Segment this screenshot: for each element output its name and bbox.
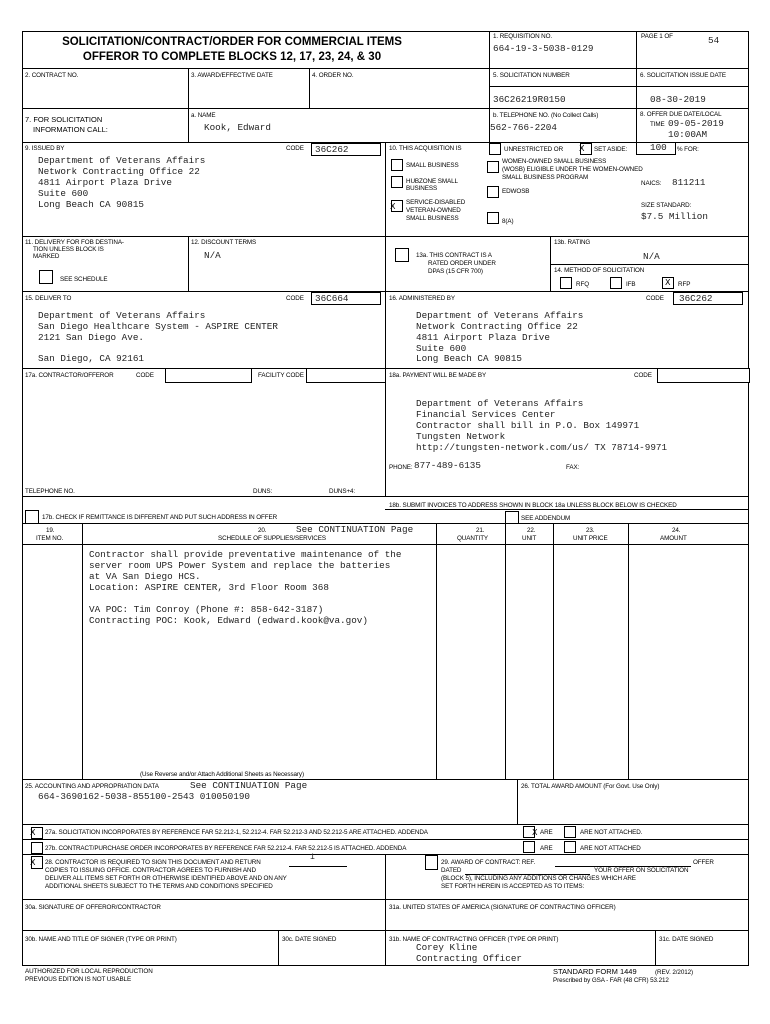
naics-value: 811211 [672, 177, 706, 188]
accounting-label: 25. ACCOUNTING AND APPROPRIATION DATA [25, 783, 159, 790]
fob-label1: 11. DELIVERY FOR FOB DESTINA- [25, 239, 124, 246]
schedule-line3: at VA San Diego HCS. [89, 571, 201, 582]
29-line2: DATED [441, 867, 462, 874]
fob-label3: MARKED [33, 253, 60, 260]
signature-co-label: 31a. UNITED STATES OF AMERICA (SIGNATURE OF CONTRACTING OFFICER) [389, 904, 616, 911]
sdvosb-mark: X [390, 202, 396, 211]
duns-label: DUNS: [253, 488, 273, 495]
page-total: 54 [708, 35, 720, 46]
28-line2: COPIES TO ISSUING OFFICE. CONTRACTOR AGREES TO FURNISH AND [45, 867, 256, 874]
27b-are-label: ARE [540, 845, 553, 852]
deliver-to-line2: San Diego Healthcare System - ASPIRE CENTER [38, 321, 278, 332]
wosb-label3: SMALL BUSINESS PROGRAM [502, 174, 589, 181]
administered-by-label: 16. ADMINISTERED BY [389, 295, 455, 302]
payment-line3: Contractor shall bill in P.O. Box 149971 [416, 420, 640, 431]
footer-revision: (REV. 2/2012) [655, 969, 694, 976]
payment-line4: Tungsten Network [416, 431, 506, 442]
solicitation-number: 36C26219R0150 [493, 94, 566, 105]
facility-code-label: FACILITY CODE [258, 372, 304, 379]
telephone-label: b. TELEPHONE NO. (No Collect Calls) [493, 112, 599, 119]
schedule-line7: Contracting POC: Kook, Edward (edward.kook@va.gov) [89, 615, 368, 626]
method-label: 14. METHOD OF SOLICITATION [554, 267, 645, 274]
naics-label: NAICS: [641, 180, 662, 187]
discount-terms-label: 12. DISCOUNT TERMS [191, 239, 257, 246]
27a-are-label: ARE [540, 829, 553, 836]
size-standard-label: SIZE STANDARD: [641, 202, 692, 209]
requisition-value: 664-19-3-5038-0129 [493, 43, 594, 54]
27a-label: 27a. SOLICITATION INCORPORATES BY REFERENCE FAR 52.212-1, 52.212-4. FAR 52.212-3 AND 52.212-5 ARE ATTACHED. ADDENDA [45, 829, 428, 836]
col21-header: QUANTITY [457, 535, 489, 542]
contractor-code-field[interactable] [165, 368, 252, 383]
edwosb-label: EDWOSB [502, 188, 530, 195]
offeror-date-signed-label: 30c. DATE SIGNED [282, 936, 337, 943]
see-addendum-checkbox[interactable] [505, 511, 519, 524]
contact-name: Kook, Edward [204, 122, 271, 133]
27b-are-not-label: ARE NOT ATTACHED [580, 845, 641, 852]
27a-mark: X [30, 828, 36, 837]
administered-by-line1: Department of Veterans Affairs [416, 310, 584, 321]
issue-date-label: 6. SOLICITATION ISSUE DATE [640, 72, 726, 79]
offer-due-time: 10:00AM [668, 129, 708, 140]
edwosb-checkbox[interactable] [487, 186, 499, 198]
wosb-checkbox[interactable] [487, 161, 499, 173]
telephone-value: 562-766-2204 [490, 122, 557, 133]
sdvosb-label1: SERVICE-DISABLED [406, 199, 466, 206]
col23-num: 23. [586, 527, 595, 534]
footer-previous: PREVIOUS EDITION IS NOT USABLE [25, 976, 132, 983]
29-line1: 29. AWARD OF CONTRACT: REF. [441, 859, 536, 866]
issued-by-line5: Long Beach CA 90815 [38, 199, 145, 210]
payment-code-label: CODE [634, 372, 652, 379]
deliver-to-line5: San Diego, CA 92161 [38, 353, 145, 364]
28-mark: X [30, 858, 36, 867]
schedule-line2: server room UPS Power System and replace the batteries [89, 560, 391, 571]
small-business-label: SMALL BUSINESS [406, 162, 459, 169]
total-award-label: 26. TOTAL AWARD AMOUNT (For Govt. Use Only) [521, 783, 660, 790]
rated-order-label2: RATED ORDER UNDER [428, 260, 496, 267]
form-title-line1: SOLICITATION/CONTRACT/ORDER FOR COMMERCIAL ITEMS [62, 36, 402, 48]
eight-a-checkbox[interactable] [487, 212, 499, 224]
29-line1b: OFFER [693, 859, 714, 866]
col24-header: AMOUNT [660, 535, 687, 542]
issue-date: 08-30-2019 [650, 94, 706, 105]
administered-by-line5: Long Beach CA 90815 [416, 353, 523, 364]
28-line1: 28. CONTRACTOR IS REQUIRED TO SIGN THIS DOCUMENT AND RETURN [45, 859, 261, 866]
set-aside-percent: 100 [650, 142, 667, 153]
set-aside-label: SET ASIDE: [594, 146, 628, 153]
schedule-line1: Contractor shall provide preventative maintenance of the [89, 549, 402, 560]
remittance-checkbox[interactable] [25, 510, 39, 524]
29-checkbox[interactable] [425, 855, 438, 870]
duns4-label: DUNS+4: [329, 488, 356, 495]
issued-by-line4: Suite 600 [38, 188, 89, 199]
offer-due-date: 09-05-2019 [668, 118, 724, 129]
payment-line2: Financial Services Center [416, 409, 556, 420]
schedule-line4: Location: ASPIRE CENTER, 3rd Floor Room 368 [89, 582, 329, 593]
28-line4: ADDITIONAL SHEETS SUBJECT TO THE TERMS AND CONDITIONS SPECIFIED [45, 883, 273, 890]
payment-phone-label: PHONE: [389, 464, 413, 471]
award-date-label: 3. AWARD/EFFECTIVE DATE [191, 72, 273, 79]
schedule-line6: VA POC: Tim Conroy (Phone #: 858-642-3187) [89, 604, 324, 615]
administered-by-code: 36C262 [679, 293, 713, 304]
for-solicitation-label2: INFORMATION CALL: [33, 125, 108, 134]
payment-code-field[interactable] [657, 368, 750, 383]
issued-by-code-label: CODE [286, 145, 304, 152]
signer-name-label: 30b. NAME AND TITLE OF SIGNER (TYPE OR PRINT) [25, 936, 177, 943]
for-solicitation-label1: 7. FOR SOLICITATION [25, 115, 103, 124]
unrestricted-label: UNRESTRICTED OR [504, 146, 564, 153]
wosb-label2: (WOSB) ELIGIBLE UNDER THE WOMEN-OWNED [502, 166, 643, 173]
29-line3: (BLOCK 5), INCLUDING ANY ADDITIONS OR CHANGES WHICH ARE [441, 875, 636, 882]
page-label: PAGE 1 OF [641, 33, 673, 40]
reverse-note: (Use Reverse and/or Attach Additional Sheets as Necessary) [140, 771, 304, 778]
accounting-value: 664-3690162-5038-855100-2543 010050190 [38, 791, 251, 802]
administered-by-line4: Suite 600 [416, 343, 467, 354]
administered-by-code-label: CODE [646, 295, 664, 302]
ifb-checkbox[interactable] [610, 277, 622, 289]
percent-for-label: % FOR: [677, 146, 699, 153]
rated-order-label1: 13a. THIS CONTRACT IS A [416, 252, 492, 259]
issued-by-code: 36C262 [315, 144, 349, 155]
28-line3: DELIVER ALL ITEMS SET FORTH OR OTHERWISE IDENTIFIED ABOVE AND ON ANY [45, 875, 287, 882]
payment-phone: 877-489-6135 [414, 460, 481, 471]
fob-label2: TION UNLESS BLOCK IS [33, 246, 104, 253]
eight-a-label: 8(A) [502, 218, 514, 225]
deliver-to-code: 36C664 [315, 293, 349, 304]
order-no-label: 4. ORDER NO. [312, 72, 354, 79]
co-title: Contracting Officer [416, 953, 523, 964]
deliver-to-label: 15. DELIVER TO [25, 295, 72, 302]
issued-by-line1: Department of Veterans Affairs [38, 155, 206, 166]
co-name-label: 31b. NAME OF CONTRACTING OFFICER (TYPE OR PRINT) [389, 936, 559, 943]
signature-offeror-label: 30a. SIGNATURE OF OFFEROR/CONTRACTOR [25, 904, 161, 911]
set-aside-mark: X [579, 144, 585, 153]
hubzone-checkbox[interactable] [391, 176, 403, 188]
rating-label: 13b. RATING [554, 239, 591, 246]
payment-fax-label: FAX: [566, 464, 580, 471]
acquisition-label: 10. THIS ACQUISITION IS [389, 145, 462, 152]
27b-are-not-checkbox[interactable] [564, 841, 576, 853]
offer-due-label: 8. OFFER DUE DATE/LOCAL [640, 111, 722, 118]
rfp-mark: X [665, 278, 671, 287]
payment-label: 18a. PAYMENT WILL BE MADE BY [389, 372, 487, 379]
form-title-line2: OFFEROR TO COMPLETE BLOCKS 12, 17, 23, 24, & 30 [82, 51, 382, 63]
col21-num: 21. [476, 527, 485, 534]
29-line2b: YOUR OFFER ON SOLICITATION [594, 867, 689, 874]
submit-invoices-label: 18b. SUBMIT INVOICES TO ADDRESS SHOWN IN BLOCK 18a UNLESS BLOCK BELOW IS CHECKED [389, 502, 677, 509]
offer-due-time-label: TIME [650, 121, 665, 128]
rfq-label: RFQ [576, 281, 589, 288]
facility-code-field[interactable] [306, 368, 386, 383]
rfp-label: RFP [678, 281, 691, 288]
29-line4: SET FORTH HEREIN IS ACCEPTED AS TO ITEMS: [441, 883, 585, 890]
name-label: a. NAME [191, 112, 216, 119]
see-addendum-label: SEE ADDENDUM [521, 515, 571, 522]
issued-by-line3: 4811 Airport Plaza Drive [38, 177, 172, 188]
administered-by-line3: 4811 Airport Plaza Drive [416, 332, 550, 343]
27b-are-checkbox[interactable] [523, 841, 535, 853]
sdvosb-label2: VETERAN-OWNED [406, 207, 461, 214]
footer-prescribed: Prescribed by GSA - FAR (48 CFR) 53.212 [553, 977, 669, 984]
footer-form-number: STANDARD FORM 1449 [553, 967, 637, 976]
payment-line1: Department of Veterans Affairs [416, 398, 584, 409]
col24-num: 24. [672, 527, 681, 534]
co-name: Corey Kline [416, 942, 478, 953]
27a-are-mark: X [532, 828, 538, 837]
footer-authorized: AUTHORIZED FOR LOCAL REPRODUCTION [25, 968, 153, 975]
27b-label: 27b. CONTRACT/PURCHASE ORDER INCORPORATES BY REFERENCE FAR 52.212-4. FAR 52.212-5 IS ATTACHED. ADDENDA [45, 845, 407, 852]
contract-no-label: 2. CONTRACT NO. [25, 72, 79, 79]
see-schedule-checkbox[interactable] [39, 270, 53, 284]
see-schedule-label: SEE SCHEDULE [60, 276, 108, 283]
payment-line5: http://tungsten-network.com/us/ TX 78714-9971 [416, 442, 668, 453]
rated-order-label3: DPAS (15 CFR 700) [428, 268, 483, 275]
rated-order-checkbox[interactable] [395, 248, 409, 262]
col22-num: 22. [527, 527, 536, 534]
col20-header: SCHEDULE OF SUPPLIES/SERVICES [218, 535, 326, 542]
col22-header: UNIT [522, 535, 537, 542]
requisition-label: 1. REQUISITION NO. [493, 33, 553, 40]
col23-header: UNIT PRICE [573, 535, 608, 542]
27a-are-not-checkbox[interactable] [564, 826, 576, 838]
issued-by-label: 9. ISSUED BY [25, 145, 65, 152]
deliver-to-line3: 2121 San Diego Ave. [38, 332, 145, 343]
27a-are-not-label: ARE NOT ATTACHED. [580, 829, 643, 836]
col19-num: 19. [46, 527, 55, 534]
col19-header: ITEM NO. [36, 535, 64, 542]
contractor-label: 17a. CONTRACTOR/OFFEROR [25, 372, 114, 379]
contractor-telephone-label: TELEPHONE NO. [25, 488, 75, 495]
hubzone-label2: BUSINESS [406, 185, 438, 192]
discount-terms-value: N/A [204, 250, 221, 261]
unrestricted-checkbox[interactable] [489, 143, 501, 155]
deliver-to-code-label: CODE [286, 295, 304, 302]
rfq-checkbox[interactable] [560, 277, 572, 289]
rating-value: N/A [643, 251, 660, 262]
wosb-label1: WOMEN-OWNED SMALL BUSINESS [502, 158, 607, 165]
size-standard-value: $7.5 Million [641, 211, 708, 222]
28-copies: 1 [310, 853, 315, 862]
solicitation-number-label: 5. SOLICITATION NUMBER [493, 72, 570, 79]
27b-checkbox[interactable] [31, 842, 43, 854]
ifb-label: IFB [626, 281, 636, 288]
hubzone-label1: HUBZONE SMALL [406, 178, 458, 185]
col20-num: 20. [258, 527, 267, 534]
small-business-checkbox[interactable] [391, 159, 403, 171]
administered-by-line2: Network Contracting Office 22 [416, 321, 578, 332]
schedule-see-continuation: See CONTINUATION Page [296, 524, 414, 535]
sdvosb-label3: SMALL BUSINESS [406, 215, 459, 222]
deliver-to-line1: Department of Veterans Affairs [38, 310, 206, 321]
remittance-label: 17b. CHECK IF REMITTANCE IS DIFFERENT AND PUT SUCH ADDRESS IN OFFER [42, 514, 278, 521]
co-date-signed-label: 31c. DATE SIGNED [659, 936, 714, 943]
issued-by-line2: Network Contracting Office 22 [38, 166, 200, 177]
accounting-see-continuation: See CONTINUATION Page [190, 780, 308, 791]
contractor-code-label: CODE [136, 372, 154, 379]
